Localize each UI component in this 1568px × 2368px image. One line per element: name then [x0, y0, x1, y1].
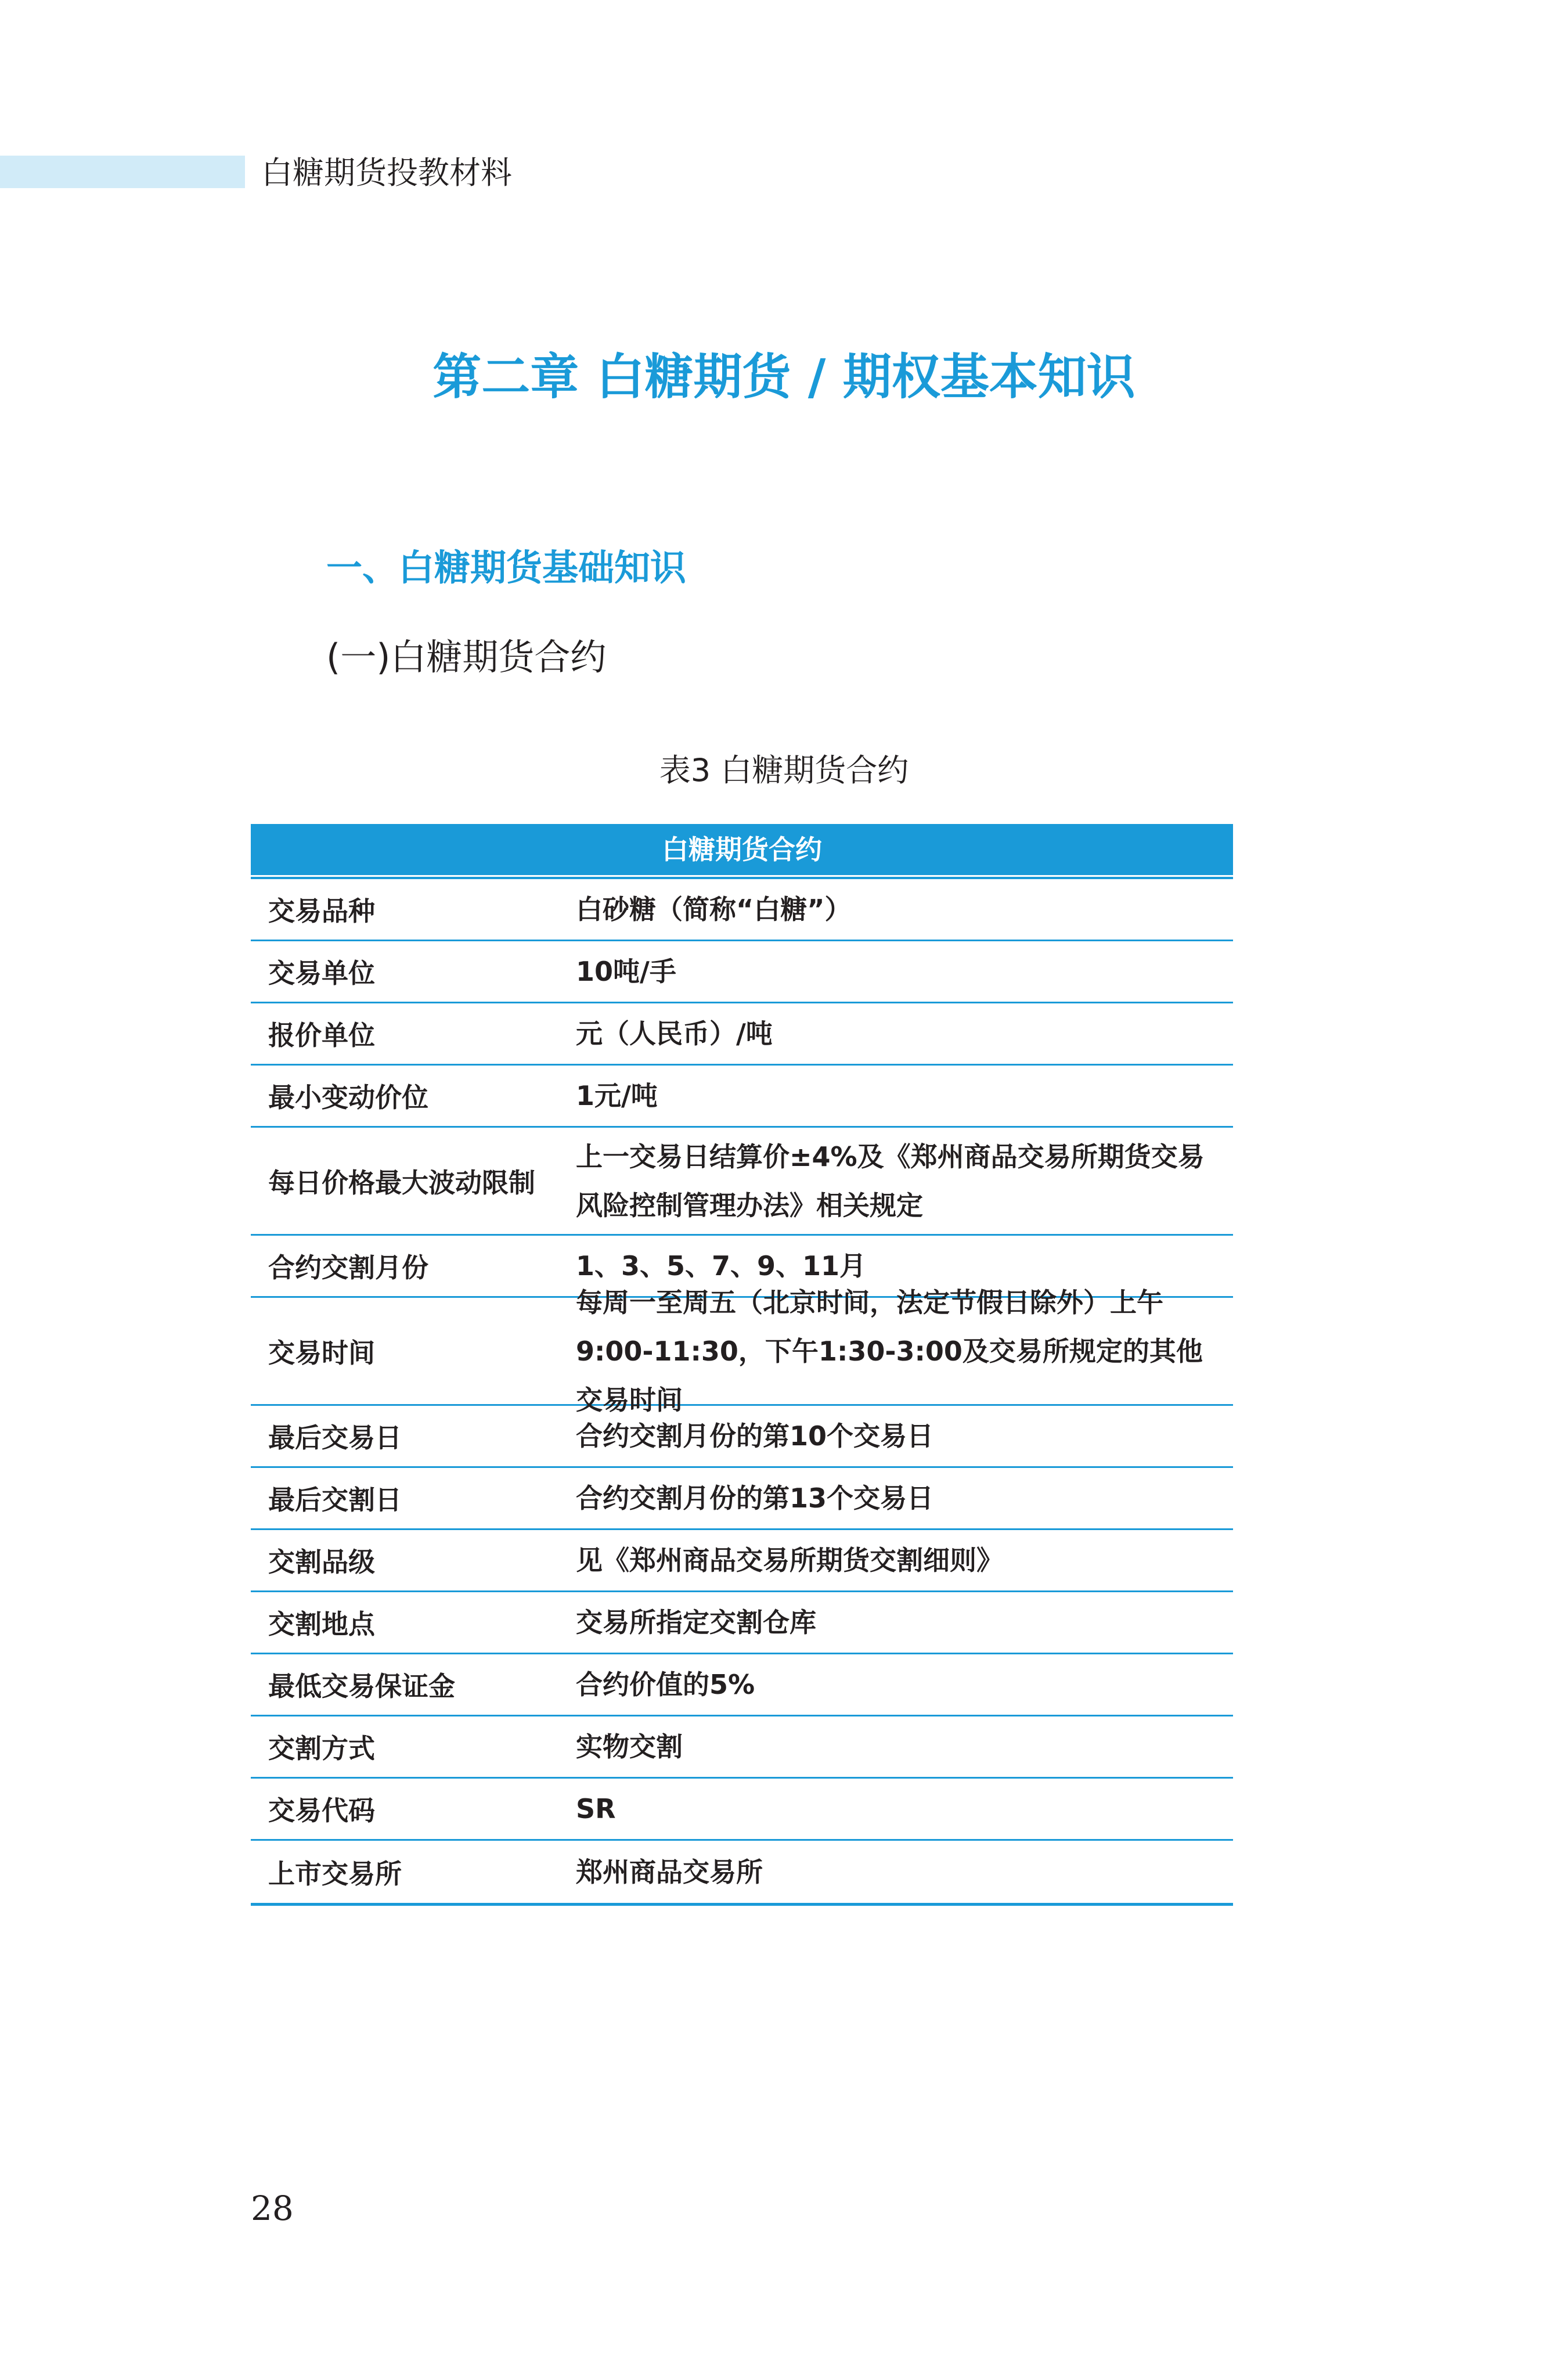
contract-table — [251, 824, 1233, 1906]
running-head-bar — [0, 156, 245, 188]
row-value: 实物交割 — [576, 1731, 683, 1762]
row-label: 上市交易所 — [268, 1858, 402, 1890]
row-value: 元（人民币）/吨 — [576, 1018, 773, 1049]
row-label: 交易代码 — [268, 1795, 375, 1826]
table-row — [251, 1066, 1233, 1128]
row-value: 见《郑州商品交易所期货交割细则》 — [576, 1545, 1003, 1576]
running-head: 白糖期货投教材料 — [261, 154, 512, 191]
table-row — [251, 1286, 1233, 1416]
chapter-title: 第二章 白糖期货 / 期权基本知识 — [432, 348, 1136, 405]
row-label: 最后交割日 — [268, 1484, 402, 1516]
row-value: 每周一至周五（北京时间，法定节假日除外）上午9:00-11:30，下午1:30-3:00及交易所规定的其他交易时间 — [576, 1286, 1203, 1416]
row-label: 交割品级 — [268, 1546, 375, 1578]
row-label: 交易时间 — [268, 1337, 375, 1369]
row-value: SR — [576, 1793, 616, 1824]
row-value: 10吨/手 — [576, 956, 676, 987]
row-label: 报价单位 — [268, 1020, 375, 1051]
table-row — [251, 1406, 1233, 1468]
table-row — [251, 1128, 1233, 1236]
table-row — [251, 941, 1233, 1003]
table-row — [251, 1779, 1233, 1841]
table-row — [251, 879, 1233, 941]
table-row — [251, 1841, 1233, 1903]
table-row — [251, 1468, 1233, 1530]
section-title: 一、白糖期货基础知识 — [326, 546, 687, 589]
row-value: 交易所指定交割仓库 — [576, 1607, 816, 1638]
table-row — [251, 1654, 1233, 1716]
row-value: 郑州商品交易所 — [576, 1856, 763, 1888]
row-label: 最低交易保证金 — [268, 1671, 455, 1702]
row-value: 1、3、5、7、9、11月 — [576, 1250, 867, 1282]
row-value: 上一交易日结算价±4%及《郑州商品交易所期货交易风险控制管理办法》相关规定 — [576, 1140, 1205, 1221]
table-caption: 表3 白糖期货合约 — [659, 752, 909, 789]
row-value: 合约交割月份的第10个交易日 — [576, 1420, 934, 1452]
page-number: 28 — [251, 2189, 294, 2228]
row-value: 1元/吨 — [576, 1080, 658, 1111]
row-label: 交易单位 — [268, 958, 375, 989]
row-value: 合约价值的5% — [576, 1669, 755, 1700]
table-row — [251, 1716, 1233, 1779]
row-label: 最小变动价位 — [268, 1082, 428, 1113]
table-header: 白糖期货合约 — [251, 824, 1233, 877]
row-label: 交易品种 — [268, 895, 375, 927]
row-label: 每日价格最大波动限制 — [268, 1167, 535, 1199]
table-row — [251, 1003, 1233, 1066]
row-label: 合约交割月份 — [268, 1252, 428, 1283]
table-row — [251, 1530, 1233, 1592]
row-value: 白砂糖（简称“白糖”） — [576, 894, 852, 925]
table-row — [251, 1592, 1233, 1654]
row-value: 合约交割月份的第13个交易日 — [576, 1482, 934, 1514]
subsection-title: (一)白糖期货合约 — [326, 636, 607, 678]
row-label: 交割地点 — [268, 1608, 375, 1640]
row-label: 最后交易日 — [268, 1422, 402, 1453]
row-label: 交割方式 — [268, 1733, 375, 1764]
